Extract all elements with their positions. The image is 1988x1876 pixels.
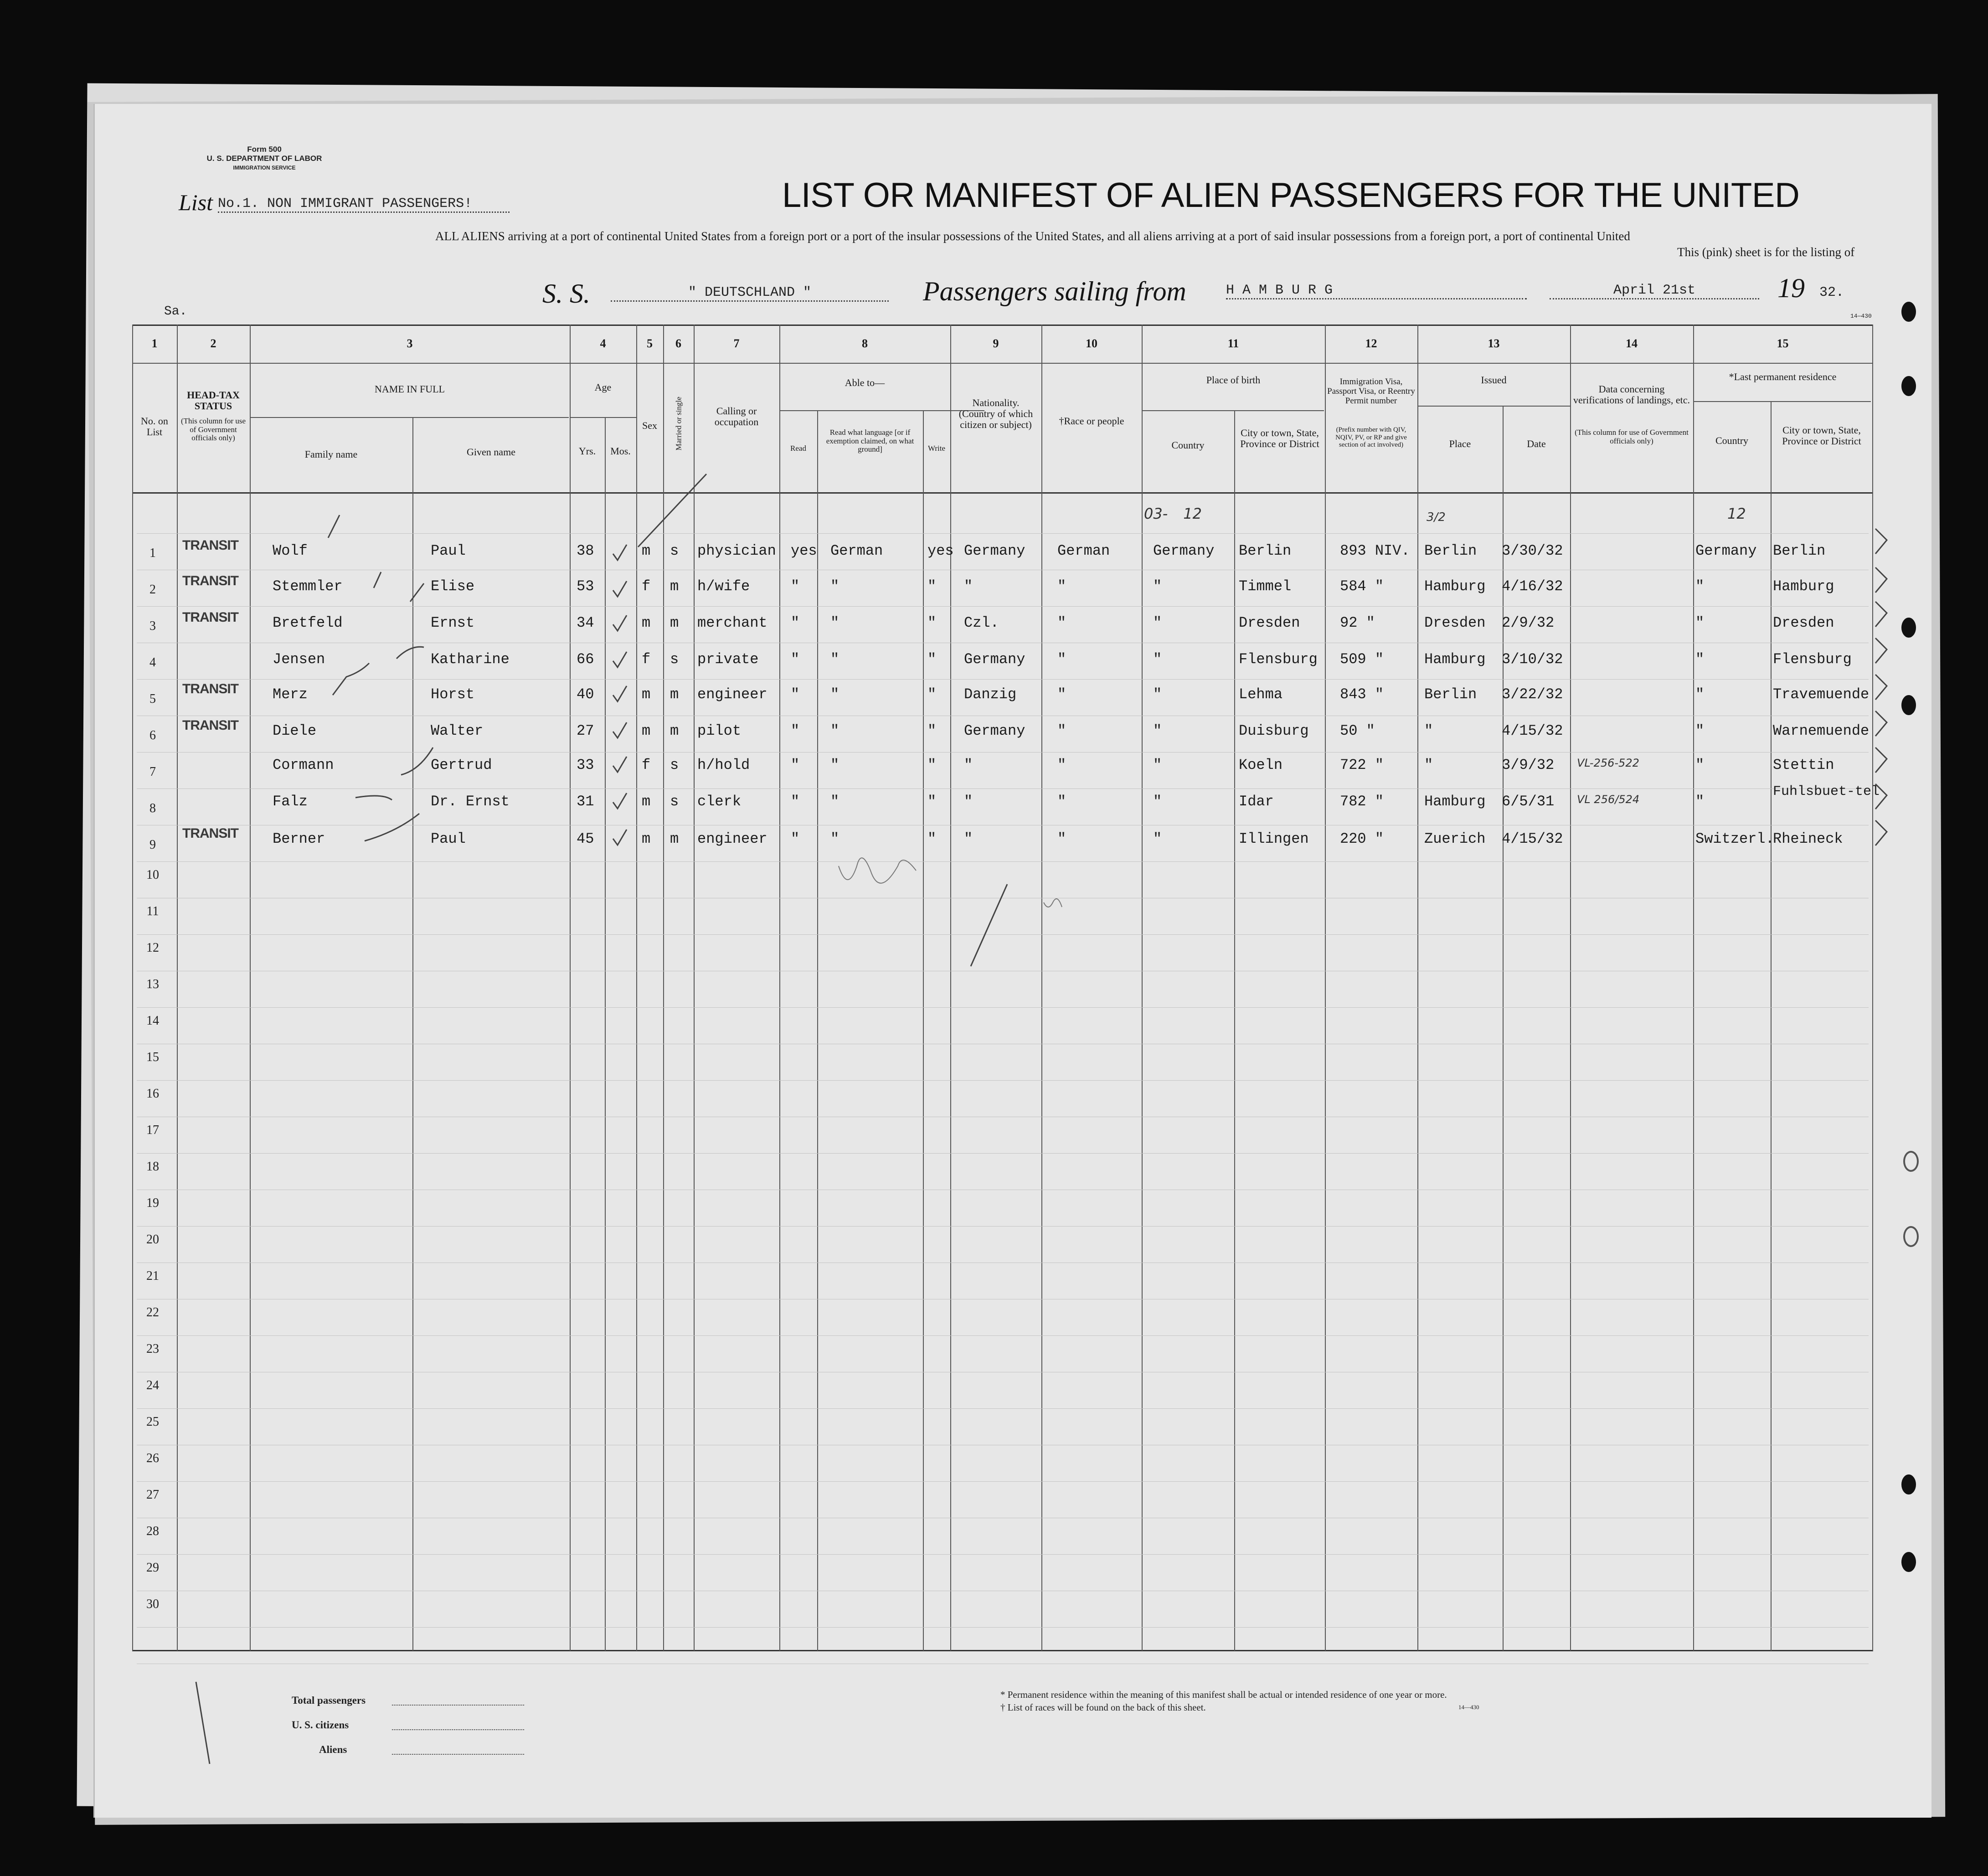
cell-issued-date: 4/16/32 xyxy=(1502,578,1563,595)
footer-aliens: Aliens xyxy=(319,1744,347,1755)
cell-nationality: Germany xyxy=(964,542,1025,559)
cell-res-city: Fuhlsbuet-tel xyxy=(1773,784,1880,799)
row-number: 25 xyxy=(146,1415,159,1429)
header-name-in-full: NAME IN FULL xyxy=(375,383,445,395)
cell-nationality: Danzig xyxy=(964,686,1017,703)
header-head-tax-note: (This column for use of Government officials only) xyxy=(180,417,246,443)
cell-occupation: engineer xyxy=(697,830,767,847)
header-given-name: Given name xyxy=(467,446,515,458)
row-number: 29 xyxy=(146,1561,159,1575)
cell-visa: 843 " xyxy=(1340,686,1384,703)
cell-yrs: 38 xyxy=(577,542,594,559)
cell-issued-date: 4/15/32 xyxy=(1502,830,1563,847)
cell-birth-country: " xyxy=(1153,830,1162,847)
cell-nationality: Germany xyxy=(964,651,1025,668)
header-landing-note: (This column for use of Government officials only) xyxy=(1575,428,1689,445)
header-yrs: Yrs. xyxy=(578,445,596,457)
cell-birth-city: Dresden xyxy=(1239,614,1300,631)
cell-birth-country: Germany xyxy=(1153,542,1215,559)
header-issued-place: Place xyxy=(1449,438,1471,449)
cell-yrs: 34 xyxy=(577,614,594,631)
header-issued: Issued xyxy=(1481,374,1507,386)
year-suffix: 32. xyxy=(1819,285,1844,300)
cell-occupation: physician xyxy=(697,542,776,559)
row-number: 14 xyxy=(146,1014,159,1028)
row-number: 15 xyxy=(146,1050,159,1064)
list-value: No.1. NON IMMIGRANT PASSENGERS! xyxy=(218,196,510,213)
column-number: 7 xyxy=(733,337,740,350)
cell-write: " xyxy=(927,686,937,703)
header-no-on-list: No. on List xyxy=(141,415,168,438)
cell-language: " xyxy=(830,830,839,847)
cell-issued-place: Berlin xyxy=(1424,686,1477,703)
cell-res-country: " xyxy=(1695,757,1705,773)
row-number: 10 xyxy=(146,868,159,882)
cell-ms: s xyxy=(670,757,679,773)
cell-nationality: Germany xyxy=(964,722,1025,739)
cell-write: yes xyxy=(927,542,954,559)
cell-issued-date: 3/9/32 xyxy=(1502,757,1555,773)
cell-sex: m xyxy=(642,542,651,559)
cell-given: Paul xyxy=(431,542,466,559)
cell-visa: 584 " xyxy=(1340,578,1384,595)
cell-race: " xyxy=(1057,830,1066,847)
cell-language: " xyxy=(830,686,839,703)
handwritten-text: 12 xyxy=(1183,505,1202,522)
cell-family: Stemmler xyxy=(273,578,343,595)
row-number: 22 xyxy=(146,1305,159,1319)
column-number: 13 xyxy=(1488,337,1500,350)
header-birth-country: Country xyxy=(1171,439,1205,451)
cell-ms: s xyxy=(670,793,679,810)
footer-form-code: 14—430 xyxy=(1458,1704,1479,1711)
cell-ms: m xyxy=(670,722,679,739)
column-number: 12 xyxy=(1365,337,1377,350)
cell-occupation: h/hold xyxy=(697,757,750,773)
cell-res-country: " xyxy=(1695,793,1705,810)
cell-occupation: pilot xyxy=(697,722,742,739)
cell-nationality: " xyxy=(964,578,973,595)
cell-ms: m xyxy=(670,830,679,847)
cell-family: Berner xyxy=(273,830,325,847)
cell-yrs: 40 xyxy=(577,686,594,703)
cell-birth-city: Berlin xyxy=(1239,542,1292,559)
cell-language: " xyxy=(830,578,839,595)
header-calling: Calling or occupation xyxy=(714,405,759,428)
department-name: U. S. DEPARTMENT OF LABOR xyxy=(206,154,322,163)
column-number: 3 xyxy=(407,337,413,350)
column-number: 5 xyxy=(647,337,653,350)
cell-birth-country: " xyxy=(1153,614,1162,631)
form-number: Form 500 xyxy=(247,145,282,154)
column-number: 15 xyxy=(1777,337,1789,350)
column-number: 8 xyxy=(862,337,868,350)
row-number: 5 xyxy=(149,692,156,706)
cell-occupation: merchant xyxy=(697,614,767,631)
header-able-to: Able to— xyxy=(845,377,885,388)
cell-given: Gertrud xyxy=(431,757,492,773)
cell-nationality: " xyxy=(964,793,973,810)
cell-given: Paul xyxy=(431,830,466,847)
cell-read: " xyxy=(791,793,800,810)
cell-language: German xyxy=(830,542,883,559)
cell-sex: m xyxy=(642,614,651,631)
cell-language: " xyxy=(830,757,839,773)
cell-stamp: TRANSIT xyxy=(182,538,238,553)
header-head-tax: HEAD-TAX STATUS xyxy=(187,389,240,412)
cell-yrs: 66 xyxy=(577,651,594,668)
cell-given: Walter xyxy=(431,722,484,739)
cell-visa: 722 " xyxy=(1340,757,1384,773)
cell-given: Dr. Ernst xyxy=(431,793,510,810)
row-number: 8 xyxy=(149,801,156,815)
cell-birth-city: Duisburg xyxy=(1239,722,1309,739)
header-place-of-birth: Place of birth xyxy=(1206,374,1261,386)
cell-res-city: Stettin xyxy=(1773,757,1834,773)
cell-write: " xyxy=(927,614,937,631)
cell-write: " xyxy=(927,830,937,847)
cell-family: Wolf xyxy=(273,542,308,559)
row-number: 18 xyxy=(146,1160,159,1174)
list-label: List xyxy=(179,190,213,215)
footer-note-races: † List of races will be found on the back of this sheet. xyxy=(1000,1702,1206,1713)
cell-read: " xyxy=(791,830,800,847)
row-number: 7 xyxy=(149,765,156,779)
header-visa-note: (Prefix number with QIV, NQIV, PV, or RP and give section of act involved) xyxy=(1335,426,1407,448)
cell-read: " xyxy=(791,651,800,668)
header-res-city: City or town, State, Province or District xyxy=(1782,424,1861,447)
cell-ms: m xyxy=(670,578,679,595)
service-name: IMMIGRATION SERVICE xyxy=(233,165,296,171)
cell-ms: s xyxy=(670,651,679,668)
cell-family: Jensen xyxy=(273,651,325,668)
cell-stamp: TRANSIT xyxy=(182,826,238,841)
ss-label: S. S. xyxy=(542,278,590,309)
cell-res-country: " xyxy=(1695,722,1705,739)
cell-birth-country: " xyxy=(1153,757,1162,773)
cell-yrs: 45 xyxy=(577,830,594,847)
cell-family: Cormann xyxy=(273,757,334,773)
cell-res-city: Travemuende xyxy=(1773,686,1870,703)
cell-race: " xyxy=(1057,578,1066,595)
ship-name: " DEUTSCHLAND " xyxy=(611,285,889,302)
cell-stamp: TRANSIT xyxy=(182,681,238,696)
cell-yrs: 27 xyxy=(577,722,594,739)
header-read-language: Read what language [or if exemption claimed, on what ground] xyxy=(826,428,914,454)
cell-sex: m xyxy=(642,722,651,739)
cell-birth-country: " xyxy=(1153,722,1162,739)
cell-nationality: Czl. xyxy=(964,614,999,631)
cell-write: " xyxy=(927,793,937,810)
header-issued-date: Date xyxy=(1527,438,1546,449)
cell-occupation: engineer xyxy=(697,686,767,703)
cell-issued-date: 3/10/32 xyxy=(1502,651,1563,668)
cell-res-country: Germany xyxy=(1695,542,1757,559)
row-number: 16 xyxy=(146,1087,159,1101)
cell-issued-place: " xyxy=(1424,757,1433,773)
row-number: 17 xyxy=(146,1123,159,1137)
cell-occupation: private xyxy=(697,651,759,668)
cell-read: " xyxy=(791,722,800,739)
cell-read: " xyxy=(791,686,800,703)
cell-res-city: Berlin xyxy=(1773,542,1826,559)
cell-stamp: TRANSIT xyxy=(182,573,238,588)
header-married-or-single: Married or single xyxy=(674,397,683,451)
cell-given: Ernst xyxy=(431,614,475,631)
cell-race: " xyxy=(1057,722,1066,739)
cell-family: Merz xyxy=(273,686,308,703)
handwritten-residence-note: 12 xyxy=(1727,505,1746,522)
cell-issued-place: Dresden xyxy=(1424,614,1486,631)
row-number: 11 xyxy=(146,904,159,918)
handwritten-issued-mark: 3/2 xyxy=(1427,510,1446,524)
column-number: 11 xyxy=(1227,337,1239,350)
form-code: 14—430 xyxy=(1850,313,1872,320)
column-number: 4 xyxy=(600,337,606,350)
cell-res-country: " xyxy=(1695,578,1705,595)
cell-language: " xyxy=(830,793,839,810)
cell-race: " xyxy=(1057,614,1066,631)
cell-issued-place: Berlin xyxy=(1424,542,1477,559)
cell-sex: m xyxy=(642,793,651,810)
column-number: 10 xyxy=(1086,337,1097,350)
cell-issued-place: Hamburg xyxy=(1424,578,1486,595)
footer-us-citizens: U. S. citizens xyxy=(292,1719,349,1731)
header-read: Read xyxy=(790,444,806,453)
cell-birth-city: Flensburg xyxy=(1239,651,1318,668)
cell-issued-place: Hamburg xyxy=(1424,793,1486,810)
cell-given: Horst xyxy=(431,686,475,703)
cell-read: " xyxy=(791,578,800,595)
cell-res-city: Dresden xyxy=(1773,614,1834,631)
header-race: †Race or people xyxy=(1059,415,1124,427)
cell-res-city: Warnemuende xyxy=(1773,722,1870,739)
cell-issued-date: 3/30/32 xyxy=(1502,542,1563,559)
cell-stamp: TRANSIT xyxy=(182,718,238,733)
cell-language: " xyxy=(830,651,839,668)
cell-issued-place: Zuerich xyxy=(1424,830,1486,847)
cell-birth-country: " xyxy=(1153,651,1162,668)
cell-family: Diele xyxy=(273,722,317,739)
cell-family: Falz xyxy=(273,793,308,810)
cell-visa: 92 " xyxy=(1340,614,1375,631)
subtitle-line-1: ALL ALIENS arriving at a port of continental United States from a foreign port or a port of the insular possessions of the United States, and all aliens arriving at a port of said insular possessions from a foreign port, a port of continental United xyxy=(435,229,1630,243)
cell-birth-city: Timmel xyxy=(1239,578,1292,595)
cell-issued-date: 3/22/32 xyxy=(1502,686,1563,703)
row-number: 6 xyxy=(149,728,156,742)
cell-ms: m xyxy=(670,614,679,631)
cell-landing: VL 256/524 xyxy=(1577,793,1640,806)
column-number: 1 xyxy=(151,337,158,350)
cell-birth-country: " xyxy=(1153,686,1162,703)
row-number: 26 xyxy=(146,1451,159,1465)
cell-issued-date: 4/15/32 xyxy=(1502,722,1563,739)
row-number: 13 xyxy=(146,977,159,991)
row-number: 21 xyxy=(146,1269,159,1283)
port-name: H A M B U R G xyxy=(1226,283,1527,299)
cell-res-city: Hamburg xyxy=(1773,578,1834,595)
cell-res-country: Switzerl. xyxy=(1695,830,1774,847)
cell-ms: s xyxy=(670,542,679,559)
row-number: 9 xyxy=(149,838,156,852)
footer-aliens-line xyxy=(392,1754,524,1755)
header-res-country: Country xyxy=(1715,435,1749,446)
cell-race: " xyxy=(1057,757,1066,773)
cell-language: " xyxy=(830,722,839,739)
cell-visa: 220 " xyxy=(1340,830,1384,847)
column-number: 9 xyxy=(993,337,999,350)
cell-yrs: 31 xyxy=(577,793,594,810)
cell-birth-city: Illingen xyxy=(1239,830,1309,847)
row-number: 3 xyxy=(149,619,156,633)
cell-birth-city: Idar xyxy=(1239,793,1274,810)
cell-yrs: 53 xyxy=(577,578,594,595)
footer-total-line xyxy=(392,1705,524,1706)
cell-language: " xyxy=(830,614,839,631)
row-number: 23 xyxy=(146,1342,159,1356)
cell-sex: m xyxy=(642,686,651,703)
header-birth-city: City or town, State, Province or District xyxy=(1240,427,1319,450)
row-number: 19 xyxy=(146,1196,159,1210)
row-number: 28 xyxy=(146,1524,159,1538)
row-number: 24 xyxy=(146,1378,159,1392)
cell-res-city: Flensburg xyxy=(1773,651,1852,668)
cell-given: Elise xyxy=(431,578,475,595)
cell-race: German xyxy=(1057,542,1110,559)
row-number: 4 xyxy=(149,655,156,670)
row-number: 20 xyxy=(146,1232,159,1247)
header-nationality: Nationality. (Country of which citizen or subject) xyxy=(958,397,1033,431)
cell-nationality: " xyxy=(964,757,973,773)
footer-note-residence: * Permanent residence within the meaning of this manifest shall be actual or intended residence of one year or more. xyxy=(1000,1689,1447,1700)
cell-visa: 782 " xyxy=(1340,793,1384,810)
cell-landing: VL-256-522 xyxy=(1577,757,1639,769)
row-number: 27 xyxy=(146,1488,159,1502)
cell-write: " xyxy=(927,757,937,773)
cell-write: " xyxy=(927,651,937,668)
cell-occupation: h/wife xyxy=(697,578,750,595)
subtitle-line-2: This (pink) sheet is for the listing of xyxy=(1677,245,1855,259)
cell-birth-city: Koeln xyxy=(1239,757,1283,773)
cell-issued-date: 6/5/31 xyxy=(1502,793,1555,810)
header-last-residence: *Last permanent residence xyxy=(1729,371,1837,382)
footer-total-passengers: Total passengers xyxy=(292,1695,366,1706)
cell-read: " xyxy=(791,614,800,631)
header-landing-data: Data concerning verifications of landings, etc. xyxy=(1573,383,1690,406)
cell-write: " xyxy=(927,722,937,739)
handwritten-text: 03- xyxy=(1144,505,1168,522)
cell-sex: m xyxy=(642,830,651,847)
cell-sex: f xyxy=(642,757,651,773)
page-title: LIST OR MANIFEST OF ALIEN PASSENGERS FOR THE UNITED xyxy=(782,176,1800,215)
cell-ms: m xyxy=(670,686,679,703)
cell-visa: 509 " xyxy=(1340,651,1384,668)
cell-res-city: Rheineck xyxy=(1773,830,1843,847)
header-write: Write xyxy=(927,444,946,453)
header-sex: Sex xyxy=(642,420,657,431)
cell-yrs: 33 xyxy=(577,757,594,773)
cell-race: " xyxy=(1057,686,1066,703)
cell-issued-place: Hamburg xyxy=(1424,651,1486,668)
row-number: 12 xyxy=(146,941,159,955)
margin-note: Sa. xyxy=(164,304,187,319)
cell-sex: f xyxy=(642,578,651,595)
header-family-name: Family name xyxy=(304,448,358,460)
cell-birth-country: " xyxy=(1153,578,1162,595)
cell-birth-country: " xyxy=(1153,793,1162,810)
footer-citizens-line xyxy=(392,1729,524,1730)
cell-race: " xyxy=(1057,793,1066,810)
row-number: 2 xyxy=(149,582,156,597)
cell-family: Bretfeld xyxy=(273,614,343,631)
column-number: 6 xyxy=(675,337,681,350)
header-mos: Mos. xyxy=(610,445,631,457)
cell-sex: f xyxy=(642,651,651,668)
cell-write: " xyxy=(927,578,937,595)
cell-read: yes xyxy=(791,542,817,559)
sailing-date: April 21st xyxy=(1550,283,1759,299)
cell-issued-date: 2/9/32 xyxy=(1502,614,1555,631)
cell-res-country: " xyxy=(1695,686,1705,703)
year-prefix: 19 xyxy=(1777,273,1805,303)
header-age: Age xyxy=(594,381,612,393)
cell-nationality: " xyxy=(964,830,973,847)
header-visa: Immigration Visa, Passport Visa, or Reentry Permit number xyxy=(1327,377,1415,406)
column-number: 2 xyxy=(210,337,216,350)
row-number: 30 xyxy=(146,1597,159,1611)
cell-birth-city: Lehma xyxy=(1239,686,1283,703)
cell-issued-place: " xyxy=(1424,722,1433,739)
column-number: 14 xyxy=(1626,337,1638,350)
cell-race: " xyxy=(1057,651,1066,668)
cell-res-country: " xyxy=(1695,651,1705,668)
cell-stamp: TRANSIT xyxy=(182,610,238,625)
sailing-label: Passengers sailing from xyxy=(923,276,1186,306)
cell-given: Katharine xyxy=(431,651,510,668)
cell-visa: 893 NIV. xyxy=(1340,542,1410,559)
row-number: 1 xyxy=(149,546,156,560)
cell-read: " xyxy=(791,757,800,773)
cell-occupation: clerk xyxy=(697,793,742,810)
cell-visa: 50 " xyxy=(1340,722,1375,739)
cell-res-country: " xyxy=(1695,614,1705,631)
